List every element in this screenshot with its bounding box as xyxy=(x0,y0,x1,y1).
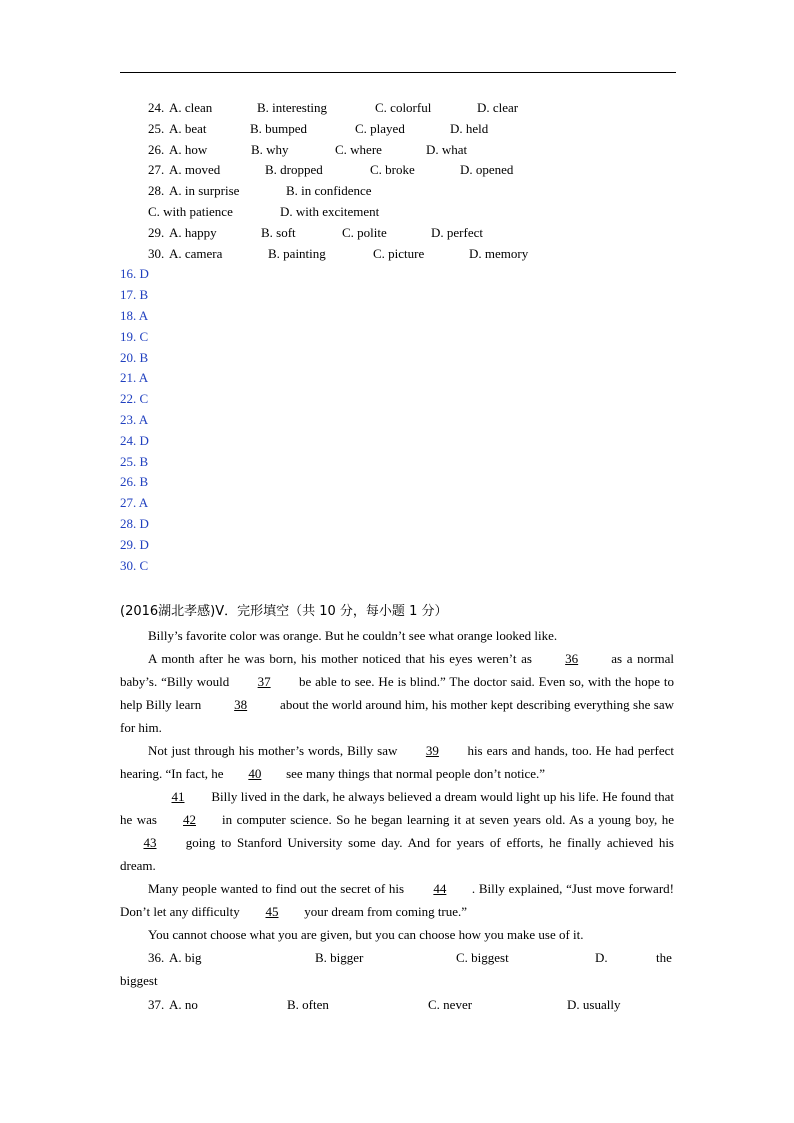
answer-item: 26. B xyxy=(120,474,149,489)
option-d: D. memory xyxy=(469,246,529,261)
text: about the world around him, his mother kept describing everything she saw for him. xyxy=(120,697,674,735)
blank-40: 40 xyxy=(248,766,262,781)
option-a: A. moved xyxy=(169,162,221,177)
question-number: 30. xyxy=(148,246,165,261)
answer-item: 16. D xyxy=(120,266,149,281)
answer-item: 19. C xyxy=(120,329,149,344)
paragraph-2 xyxy=(120,647,674,739)
question-number: 24. xyxy=(148,100,165,115)
answer-item: 18. A xyxy=(120,308,149,323)
text: going to Stanford University some day. And for years of efforts, he finally achieved his dream. xyxy=(120,835,674,873)
question-number: 25. xyxy=(148,121,165,136)
option-c: C. with patience xyxy=(148,204,233,219)
paragraph-1: Billy’s favorite color was orange. But he couldn’t see what orange looked like. xyxy=(148,628,558,643)
blank-42: 42 xyxy=(183,812,196,827)
answer-item: 20. B xyxy=(120,350,149,365)
text: be able to see. He is blind.” The doctor said. Even so, with the hope to help Billy learn xyxy=(120,674,674,712)
option-d-wrap: biggest xyxy=(120,973,158,988)
option-d: D. opened xyxy=(460,162,514,177)
question-number: 29. xyxy=(148,225,165,240)
question-number: 28. xyxy=(148,183,165,198)
option-a: A. clean xyxy=(169,100,213,115)
option-a: A. no xyxy=(169,997,198,1012)
text: in computer science. So he began learning it at seven years old. As a young boy, he xyxy=(217,812,674,827)
option-d: D. usually xyxy=(567,997,621,1012)
text: . Billy explained, “Just move forward! Don’t let any difficulty xyxy=(120,881,674,919)
question-number: 36. xyxy=(148,950,165,965)
option-b: B. why xyxy=(251,142,289,157)
option-b: B. painting xyxy=(268,246,326,261)
option-c: C. never xyxy=(428,997,473,1012)
option-d: D. xyxy=(595,950,608,965)
option-d-text: the xyxy=(656,950,672,965)
header-rule xyxy=(120,72,676,73)
option-b: B. in confidence xyxy=(286,183,372,198)
option-d: D. with excitement xyxy=(280,204,380,219)
option-c: C. polite xyxy=(342,225,387,240)
question-number: 37. xyxy=(148,997,165,1012)
section-source: (2016湖北孝感) xyxy=(120,604,216,619)
option-b: B. interesting xyxy=(257,100,328,115)
section-header xyxy=(120,603,447,620)
answer-item: 17. B xyxy=(120,287,149,302)
option-c: C. where xyxy=(335,142,382,157)
option-c: C. broke xyxy=(370,162,415,177)
option-a: A. beat xyxy=(169,121,207,136)
question-number: 27. xyxy=(148,162,165,177)
text: his ears and hands, too. He had perfect hearing. “In fact, he xyxy=(120,743,674,781)
question-number: 26. xyxy=(148,142,165,157)
paragraph-3 xyxy=(120,739,674,785)
option-b: B. bumped xyxy=(250,121,308,136)
cloze-passage xyxy=(120,624,674,946)
blank-37: 37 xyxy=(257,674,271,689)
text: your dream from coming true.” xyxy=(301,904,468,919)
answer-item: 30. C xyxy=(120,558,149,573)
section-title: V．完形填空（共 10 分，每小题 1 分） xyxy=(215,604,448,619)
option-d: D. clear xyxy=(477,100,519,115)
option-a: A. how xyxy=(169,142,208,157)
answer-item: 29. D xyxy=(120,537,149,552)
blank-36: 36 xyxy=(565,651,579,666)
option-a: A. camera xyxy=(169,246,223,261)
blank-45: 45 xyxy=(265,904,279,919)
paragraph-4 xyxy=(120,785,674,877)
blank-44: 44 xyxy=(433,881,447,896)
option-a: A. in surprise xyxy=(169,183,240,198)
text: as a normal baby’s. “Billy would xyxy=(120,651,675,689)
option-a: A. big xyxy=(169,950,202,965)
answer-item: 23. A xyxy=(120,412,149,427)
blank-39: 39 xyxy=(425,743,439,758)
option-b: B. soft xyxy=(261,225,296,240)
answer-item: 28. D xyxy=(120,516,149,531)
option-c: C. colorful xyxy=(375,100,432,115)
text: see many things that normal people don’t notice.” xyxy=(282,766,546,781)
option-a: A. happy xyxy=(169,225,217,240)
blank-43: 43 xyxy=(143,835,157,850)
paragraph-5 xyxy=(120,877,674,923)
answer-item: 21. A xyxy=(120,370,149,385)
answer-item: 24. D xyxy=(120,433,149,448)
blank-38: 38 xyxy=(234,697,248,712)
text: A month after he was born, his mother noticed that his eyes weren’t as xyxy=(148,651,537,666)
option-b: B. bigger xyxy=(315,950,364,965)
option-d: D. perfect xyxy=(431,225,483,240)
option-b: B. dropped xyxy=(265,162,323,177)
option-c: C. picture xyxy=(373,246,425,261)
option-d: D. held xyxy=(450,121,489,136)
blank-41: 41 xyxy=(171,789,185,804)
option-c: C. biggest xyxy=(456,950,509,965)
answer-item: 22. C xyxy=(120,391,149,406)
text: Billy lived in the dark, he always believed a dream would light up his life. He found that he was xyxy=(120,789,674,827)
option-c: C. played xyxy=(355,121,405,136)
option-b: B. often xyxy=(287,997,329,1012)
text: Many people wanted to find out the secret of his xyxy=(148,881,408,896)
option-d: D. what xyxy=(426,142,468,157)
answer-item: 27. A xyxy=(120,495,149,510)
answer-item: 25. B xyxy=(120,454,149,469)
paragraph-6: You cannot choose what you are given, but you can choose how you make use of it. xyxy=(148,927,584,942)
text: Not just through his mother’s words, Billy saw xyxy=(148,743,402,758)
